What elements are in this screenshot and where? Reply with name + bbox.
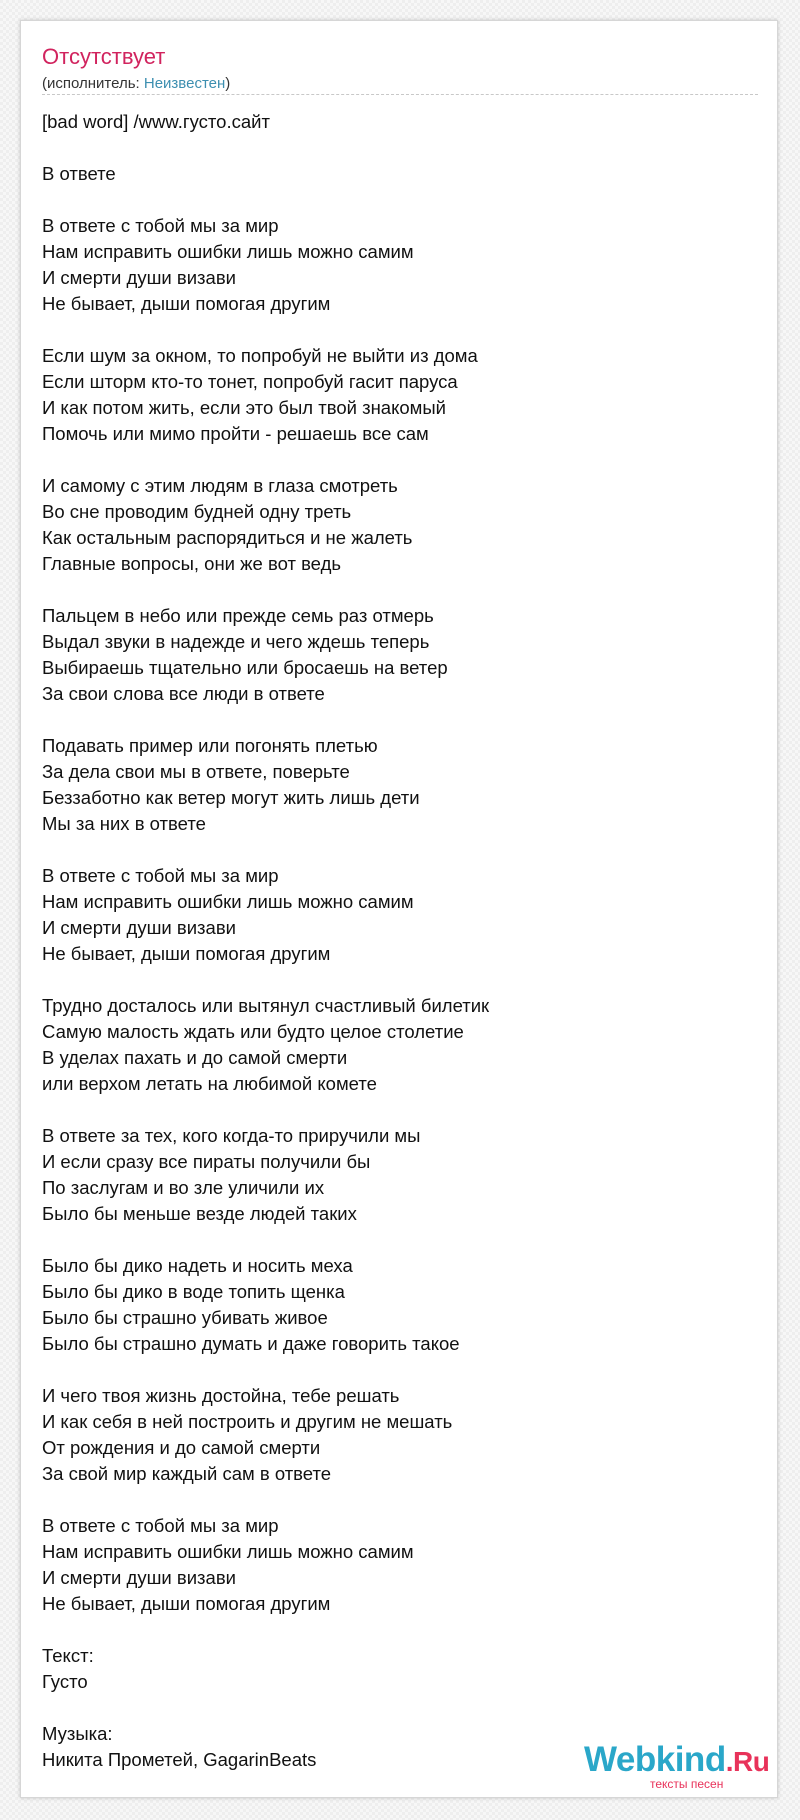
artist-suffix: ): [225, 75, 231, 92]
artist-prefix: (исполнитель:: [42, 75, 144, 92]
logo-brand: Webkind: [584, 1740, 726, 1779]
lyrics-card: [20, 20, 778, 1798]
artist-line: [42, 74, 230, 94]
lyrics-text: [bad word] /www.густо.сайт В ответе В ответе с тобой мы за мир Нам исправить ошибки лишь можно самим И смерти души визави Не бывает, дыши помогая другим Если шум за окном, то попробуй не выйти из дома Если шторм кто-то тонет, попробуй гасит паруса И как потом жить, если это был твой знакомый Помочь или мимо пройти - решаешь все сам И самому с этим людям в глаза смотреть Во сне проводим будней одну треть Как остальным распорядиться и не жалеть Главные вопросы, они же вот ведь Пальцем в небо или прежде семь раз отмерь Выдал звуки в надежде и чего ждешь теперь Выбираешь тщательно или бросаешь на ветер За свои слова все люди в ответе Подавать пример или погонять плетью За дела свои мы в ответе, поверьте Беззаботно как ветер могут жить лишь дети Мы за них в ответе В ответе с тобой мы за мир Нам исправить ошибки лишь можно самим И смерти души визави Не бывает, дыши помогая другим Трудно досталось или вытянул счастливый билетик Самую малость ждать или будто целое столетие В уделах пахать и до самой смерти или верхом летать на любимой комете В ответе за тех, кого когда-то приручили мы И если сразу все пираты получили бы По заслугам и во зле уличили их Было бы меньше везде людей таких Было бы дико надеть и носить меха Было бы дико в воде топить щенка Было бы страшно убивать живое Было бы страшно думать и даже говорить такое И чего твоя жизнь достойна, тебе решать И как себя в ней построить и другим не мешать От рождения и до самой смерти За свой мир каждый сам в ответе В ответе с тобой мы за мир Нам исправить ошибки лишь можно самим И смерти души визави Не бывает, дыши помогая другим Текст: Густо Музыка: Никита Прометей, GagarinBeats: [42, 111, 490, 1770]
title-divider: [42, 94, 758, 95]
artist-link[interactable]: Неизвестен: [143, 75, 226, 92]
logo-tagline: тексты песен: [650, 1777, 724, 1791]
webkind-logo: [584, 1740, 774, 1798]
logo-wordmark: [584, 1740, 769, 1782]
song-title: Отсутствует: [42, 44, 166, 69]
logo-domain: .Ru: [725, 1746, 770, 1777]
